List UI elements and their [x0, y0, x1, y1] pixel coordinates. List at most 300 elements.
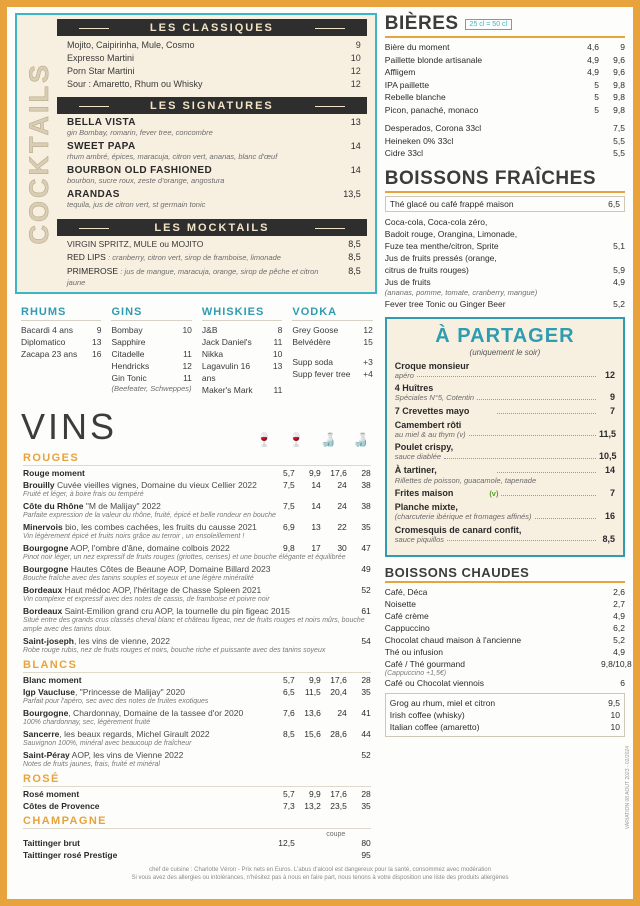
item-price: 5,2: [613, 298, 625, 309]
wine-name: Bordeaux: [23, 606, 63, 616]
price-75cl: 47: [361, 543, 371, 553]
price-12cl: 7,5: [282, 480, 295, 490]
list-item: [67, 141, 361, 162]
wine-name: Brouilly: [23, 480, 55, 490]
wine-section-rose: [15, 773, 377, 811]
wine-detail: "M de Malijay" 2022: [85, 501, 161, 511]
wine-glass-16cl-icon: 🍷: [288, 432, 305, 447]
footer-line-1: chef de cuisine : Charlotte Véron - Prix nets en Euros. L'abus d'alcool est dangereux pour la santé, consommez avec modération: [149, 867, 491, 873]
price-50cl: 9,8: [613, 104, 625, 115]
item-price: 8: [277, 325, 283, 335]
item-price: 4,9: [613, 276, 625, 287]
wine-name: Taittinger brut: [23, 838, 80, 848]
wine-name: Bourgogne: [23, 543, 69, 553]
price-50cl: 24: [337, 708, 347, 718]
item-name: Cidre 33cl: [384, 148, 424, 158]
item-name: BELLA VISTA: [67, 117, 136, 128]
list-item: [67, 239, 361, 249]
list-item: [384, 658, 632, 670]
item-name: 7 Crevettes mayo: [394, 405, 470, 416]
item-price: 10: [272, 349, 283, 359]
item-price: 4,9: [613, 647, 625, 657]
item-description: (charcuterie ibérique et fromages affinés): [394, 512, 532, 521]
bieres-header: [385, 13, 625, 35]
list-item: [395, 502, 615, 522]
item-price: 10,5: [599, 451, 617, 461]
item-price: 11: [183, 349, 192, 359]
item-price: 5,1: [613, 240, 625, 251]
item-name: Cromesquis de canard confit,: [394, 524, 522, 535]
item-price: 10: [350, 53, 361, 63]
item-price: 9,8/10,8: [601, 659, 632, 669]
item-price: 2,7: [613, 599, 625, 609]
item-description: bourbon, sucre roux, zeste d'orange, angostura: [67, 176, 225, 185]
list-item: [67, 52, 361, 65]
price-12cl: 9,8: [282, 543, 295, 553]
wine-row: [23, 750, 371, 769]
wine-row: [23, 480, 371, 499]
band-signatures: LES SIGNATURES: [57, 97, 367, 114]
item-name: RED LIPS: [67, 252, 106, 262]
wine-row: [23, 606, 371, 634]
list-item: [292, 356, 372, 368]
item-price: 13: [272, 361, 283, 371]
wine-note: Parfaite expression de la valeur du rhône, fruité, épicé et belle rondeur en bouche: [23, 512, 276, 519]
wine-name: Rosé moment: [23, 789, 80, 799]
list-item: [385, 135, 625, 148]
price-50cl: 30: [337, 543, 347, 553]
wine-note: Vin légèrement épicé et fruits noirs grâce au terroir , un ensoleillement !: [23, 533, 245, 540]
item-name: Mojito, Caipirinha, Mule, Cosmo: [67, 40, 195, 50]
item-name: Cappuccino: [384, 623, 430, 633]
price-12cl: 7,3: [282, 801, 295, 811]
price-50cl: 28,6: [330, 729, 347, 739]
spirits-rhums: [21, 306, 101, 396]
price-75cl: 49: [361, 564, 371, 574]
item-price: 12: [350, 66, 361, 76]
price-16cl: 9,9: [308, 675, 321, 685]
wine-row: [23, 708, 371, 727]
item-price: 7: [610, 405, 616, 416]
price-25cl: 4,6: [587, 42, 599, 52]
price-25cl: 4,9: [587, 67, 599, 77]
wine-row: [23, 675, 371, 685]
price-16cl: 13: [311, 522, 321, 532]
price-25cl: 5: [594, 79, 599, 90]
cocktails-body: [57, 19, 371, 288]
price-12cl: 5,7: [282, 468, 295, 478]
wine-row: [23, 543, 371, 562]
wine-row: [23, 789, 371, 799]
item-name: VIRGIN SPRITZ, MULE ou MOJITO: [67, 239, 204, 249]
item-name: J&B: [201, 325, 218, 335]
item-price: 11: [273, 337, 283, 347]
item-price: 2,6: [613, 587, 625, 597]
item-description: sauce diablée: [394, 452, 442, 461]
price-50cl: 17,6: [330, 675, 347, 685]
list-item: [385, 622, 625, 634]
price-25cl: 5: [594, 104, 599, 115]
list-item: [111, 324, 191, 348]
list-item: [292, 336, 372, 348]
price-coupe: 12,5: [278, 838, 295, 848]
signatures-list: [57, 114, 367, 219]
item-name: Jus de fruits: [384, 276, 431, 287]
item-name: Desperados, Corona 33cl: [384, 123, 482, 133]
section-title-chaudes: BOISSONS CHAUDES: [384, 565, 530, 580]
wine-row: [23, 522, 371, 541]
list-item: [385, 610, 625, 622]
item-name: ARANDAS: [67, 189, 120, 200]
wine-row: [23, 564, 371, 583]
item-price: 13,5: [343, 189, 361, 199]
item-name: Noisette: [384, 599, 416, 609]
item-description: gin Bombay, romarin, fever tree, concombre: [67, 128, 213, 137]
list-item: [292, 324, 372, 336]
price-75cl: 38: [361, 501, 371, 511]
list-item: [111, 372, 191, 384]
wine-row: [23, 468, 371, 478]
list-item: [21, 324, 101, 336]
item-price: 6: [620, 678, 625, 688]
item-name: Bombay Sapphire: [111, 325, 146, 347]
price-50cl: 17,6: [330, 468, 347, 478]
price-12cl: 7,5: [282, 501, 295, 511]
wine-detail: , les beaux regards, Michel Girault 2022: [59, 729, 210, 739]
item-price: 11: [273, 385, 283, 395]
bieres-list: [385, 41, 625, 160]
price-75cl: 35: [361, 801, 371, 811]
item-price: 7,5: [613, 123, 625, 133]
list-item: [67, 189, 361, 210]
section-title: À PARTAGER: [435, 324, 575, 347]
price-50cl: 23,5: [330, 801, 347, 811]
list-item: [395, 361, 615, 381]
list-item: [395, 406, 615, 417]
list-item: [385, 66, 625, 79]
wine-note: Pinot noir léger, un nez expressif de fruits rouges (griottes, cerises) et une bouche élégante et équilibrée: [23, 554, 346, 561]
item-price: 5,9: [613, 264, 625, 275]
footer-line-2: Si vous avez des allergies ou intolérances, n'hésitez pas à nous en faire part, nous tenons à votre disposition une liste des produits allergènes: [131, 875, 509, 881]
price-16cl: 9,9: [308, 789, 321, 799]
item-name: À tartiner,: [394, 464, 437, 475]
price-16cl: 15,6: [304, 729, 321, 739]
item-price: 15: [363, 337, 373, 347]
price-75cl: 95: [361, 850, 371, 860]
item-name: Café / Thé gourmand: [384, 659, 465, 669]
price-50cl: 9,8: [613, 92, 625, 102]
item-price: 9: [96, 325, 102, 335]
item-name: Café, Déca: [384, 587, 428, 597]
wine-section-champagne: [15, 815, 377, 860]
item-price: 12: [182, 361, 192, 371]
item-name: Citadelle: [111, 349, 145, 359]
item-price: 13: [350, 117, 361, 127]
price-75cl: 52: [361, 750, 371, 760]
item-price: 9,5: [608, 698, 620, 708]
item-price: 10: [610, 710, 620, 720]
item-name: Irish coffee (whisky): [389, 710, 465, 720]
list-item: [395, 465, 615, 486]
wine-detail: AOP, l'ombre d'âne, domaine colbois 2022: [70, 543, 230, 553]
wine-name: Bordeaux: [23, 585, 63, 595]
item-description: (v): [489, 489, 499, 498]
item-name: Heineken 0% 33cl: [384, 135, 454, 146]
section-subtitle: (uniquement le soir): [469, 347, 541, 357]
wine-note: Situé entre des grands crus classés cheval blanc et château figeac, nez de fruits rouges et noirs mûrs, bouche ample avec des tanins doux.: [23, 617, 365, 633]
price-75cl: 38: [361, 480, 371, 490]
cocktails-vertical-label: COCKTAILS: [23, 62, 54, 245]
price-75cl: 44: [361, 729, 371, 739]
item-name: Chocolat chaud maison à l'ancienne: [384, 635, 522, 645]
price-75cl: 41: [361, 708, 371, 718]
wine-section-blancs: [15, 659, 377, 769]
item-price: 5,5: [613, 135, 625, 146]
list-item: [67, 78, 361, 91]
wine-name: Côte du Rhône: [23, 501, 84, 511]
item-name: Jus de fruits pressés (orange,: [384, 252, 497, 263]
wine-name: Côtes de Provence: [23, 801, 100, 811]
item-price: 10: [182, 325, 192, 335]
item-name: PRIMEROSE: [67, 266, 119, 276]
wine-note: Fruité et léger, à boire frais ou tempéré: [23, 491, 144, 498]
item-name: Lagavulin 16 ans: [201, 361, 251, 383]
list-item: [385, 252, 625, 264]
wine-row: [23, 729, 371, 748]
item-price: [603, 216, 625, 228]
item-description: rhum ambré, épices, maracuja, citron vert, ananas, blanc d'œuf: [67, 152, 278, 161]
item-price: 11,5: [599, 428, 617, 439]
wine-name: Minervois: [23, 522, 63, 532]
list-item: [385, 240, 625, 252]
mocktails-list: [57, 236, 367, 297]
spirits-gins: [111, 306, 191, 396]
item-name: Café crème: [384, 611, 429, 621]
wine-detail: Hautes Côtes de Beaune AOP, Domaine Billard 2023: [70, 564, 271, 574]
price-12cl: 6,5: [282, 687, 295, 697]
item-description: Rillettes de poisson, guacamole, tapenade: [394, 475, 537, 485]
list-item: [111, 360, 191, 372]
price-50cl: 9,8: [613, 79, 625, 90]
list-item: [67, 266, 361, 288]
wine-note: Parfait pour l'apéro, sec avec des notes de fruites exotiques: [23, 698, 209, 705]
price-16cl: 13,2: [304, 801, 321, 811]
section-title: ROUGES: [23, 452, 80, 464]
price-16cl: 14: [311, 501, 321, 511]
item-description: (Beefeater, Schweppes): [111, 384, 192, 393]
item-price: 12: [350, 79, 361, 89]
list-item: [292, 368, 372, 380]
wine-row: [23, 850, 371, 860]
item-name: Maker's Mark: [201, 385, 253, 395]
item-price: 10: [610, 722, 620, 732]
wine-row: [23, 585, 371, 604]
item-name: SWEET PAPA: [67, 141, 136, 152]
wine-note: Sauvignon 100%, minéral avec beaucoup de fraîcheur: [23, 740, 192, 747]
item-price: 9: [609, 392, 615, 402]
item-description: : cranberry, citron vert, sirop de framboise, limonade: [108, 253, 281, 262]
price-50cl: 22: [337, 522, 347, 532]
bottle-75cl-icon: 🍶: [352, 432, 369, 447]
item-price: [603, 228, 625, 240]
item-price: 14: [605, 464, 616, 475]
list-item: [67, 117, 361, 138]
grog-box: [385, 693, 625, 737]
price-25cl: 5: [594, 92, 599, 102]
vins-title: VINS: [21, 406, 118, 447]
wine-row: [23, 801, 371, 811]
price-16cl: 14: [311, 480, 321, 490]
item-name: Jack Daniel's: [201, 337, 252, 347]
list-item: [385, 264, 625, 276]
price-12cl: 7,6: [282, 708, 295, 718]
item-name: Camembert rôti: [394, 419, 462, 430]
wine-note: Robe rouge rubis, nez de fruits rouges et noirs, bouche riche et puissante avec des tanins soyeux: [23, 647, 326, 654]
price-75cl: 35: [361, 687, 371, 697]
price-50cl: 24: [337, 480, 347, 490]
price-50cl: 9: [620, 42, 625, 52]
item-name: Expresso Martini: [67, 53, 135, 63]
item-name: Grey Goose: [292, 325, 339, 335]
band-mocktails: LES MOCKTAILS: [57, 219, 367, 236]
item-name: Hendricks: [111, 361, 150, 371]
item-name: BOURBON OLD FASHIONED: [67, 165, 213, 176]
price-50cl: 9,6: [613, 67, 625, 77]
list-item: [385, 147, 625, 160]
item-name: Poulet crispy,: [394, 442, 454, 452]
item-price: 8,5: [348, 266, 361, 276]
section-title: ROSÉ: [23, 773, 60, 785]
item-name: Grog au rhum, miel et citron: [389, 698, 496, 708]
wine-detail: , Chardonnay, Domaine de la tassee d'or 2020: [68, 708, 244, 718]
wine-detail: Haut médoc AOP, l'héritage de Chasse Spleen 2021: [64, 585, 262, 595]
item-name: Picon, panaché, monaco: [384, 104, 479, 115]
list-item: [111, 348, 191, 360]
item-name: Rebelle blanche: [384, 92, 446, 102]
item-price: 14: [350, 165, 361, 175]
price-16cl: 13,6: [304, 708, 321, 718]
wine-detail: Cuvée vieilles vignes, Domaine du vieux Cellier 2022: [57, 480, 257, 490]
list-item: [385, 228, 625, 240]
section-title: CHAMPAGNE: [23, 815, 107, 827]
item-price: 7: [609, 488, 615, 498]
item-name: Gin Tonic: [111, 373, 147, 383]
item-price: +3: [363, 357, 373, 367]
partager-section: [385, 317, 625, 558]
spirits-whiskies: [202, 306, 282, 396]
wine-name: Saint-Péray: [23, 750, 70, 760]
wine-name: Blanc moment: [23, 675, 82, 685]
wine-name: Rouge moment: [23, 468, 85, 478]
item-name: Sour : Amaretto, Rhum ou Whisky: [67, 79, 203, 89]
list-item: [395, 525, 615, 545]
item-name: Thé glacé ou café frappé maison: [389, 198, 514, 209]
price-25cl: 4,9: [587, 54, 599, 65]
list-item: [390, 697, 620, 709]
section-title: RHUMS: [21, 306, 67, 318]
list-item: [385, 646, 625, 658]
price-75cl: 28: [361, 789, 371, 799]
the-glace-highlight: [385, 196, 625, 212]
wine-row: [23, 838, 371, 848]
wine-row: [23, 501, 371, 520]
item-price: 8,5: [348, 252, 361, 262]
wine-name: Igp Vaucluse: [23, 687, 75, 697]
wine-name: Taittinger rosé Prestige: [23, 850, 118, 860]
item-name: Croque monsieur: [394, 360, 470, 371]
wine-name: Sancerre: [23, 729, 60, 739]
item-name: 4 Huîtres: [394, 383, 434, 393]
list-item: [385, 122, 625, 135]
item-name: Nikka: [201, 349, 224, 359]
list-item: [395, 442, 615, 462]
list-item: [395, 383, 615, 403]
item-price: 12: [604, 369, 615, 380]
item-price: 5,5: [613, 148, 625, 158]
wine-row: [23, 636, 371, 655]
price-16cl: 9,9: [308, 468, 321, 478]
item-description: Spéciales N°5, Cotentin: [394, 393, 475, 402]
list-item: [385, 41, 625, 54]
list-item: [202, 336, 282, 348]
section-title: BLANCS: [23, 659, 78, 671]
price-75cl: 54: [361, 636, 371, 646]
price-75cl: 35: [361, 522, 371, 532]
section-title: BIÈRES: [384, 13, 459, 34]
item-name: Fuze tea menthe/citron, Sprite: [384, 240, 499, 251]
item-name: Belvédère: [292, 337, 331, 347]
list-item: [202, 348, 282, 360]
wine-detail: Saint-Emilion grand cru AOP, la tournelle du pin figeac 2015: [64, 606, 290, 616]
item-name: Italian coffee (amaretto): [389, 722, 480, 732]
item-name: Fever tree Tonic ou Ginger Beer: [384, 298, 506, 309]
item-price: 12: [363, 325, 373, 335]
list-item: [67, 252, 361, 263]
list-item: [385, 104, 625, 117]
footer: [15, 866, 625, 882]
item-description: tequila, jus de citron vert, st germain tonic: [67, 200, 206, 209]
item-price: +4: [363, 369, 373, 379]
item-price: 9: [355, 40, 361, 50]
list-item: [385, 216, 625, 228]
list-item: [385, 54, 625, 67]
wine-note: Notes de fruits jaunes, frais, fruité et minéral: [23, 761, 160, 768]
item-name: Porn Star Martini: [67, 66, 135, 76]
list-item: [395, 488, 615, 499]
list-item: [390, 721, 620, 733]
list-item: [390, 709, 620, 721]
list-item: [21, 336, 101, 348]
price-50cl: 20,4: [330, 687, 347, 697]
item-price: 13: [91, 337, 102, 347]
fraiches-list: [385, 216, 625, 310]
item-name: IPA paillette: [384, 79, 430, 90]
wine-name: Bourgogne: [23, 564, 69, 574]
bottle-50cl-icon: 🍶: [320, 432, 337, 447]
list-item: [385, 79, 625, 92]
wine-note: Vin complexe et expressif avec des notes de cassis, de framboise et poivre noir: [23, 596, 270, 603]
item-price: 8,5: [348, 239, 361, 249]
item-name: Paillette blonde artisanale: [384, 54, 483, 65]
band-classiques: LES CLASSIQUES: [57, 19, 367, 36]
version-code: VARIATION 08 AOUT 2023 - 02/2024: [625, 745, 631, 829]
wine-row: [23, 687, 371, 706]
list-item: [202, 324, 282, 336]
price-50cl: 9,6: [613, 54, 625, 65]
item-name: Coca-cola, Coca-cola zéro,: [384, 216, 488, 227]
item-name: Affligem: [384, 67, 416, 77]
list-item: [385, 677, 625, 689]
